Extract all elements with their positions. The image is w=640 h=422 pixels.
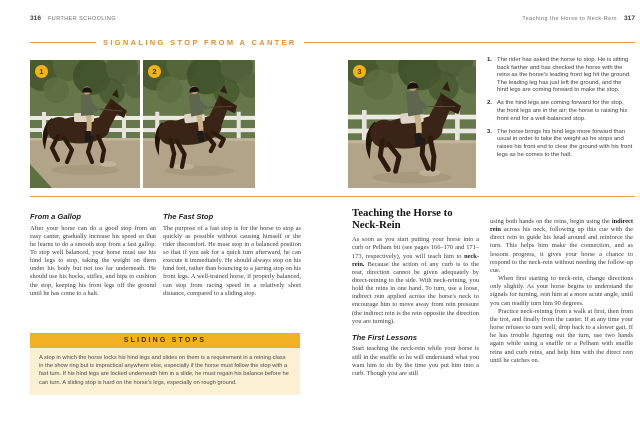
paragraph-from-a-gallop: After your horse can do a good stop from an easy canter, gradually increase his speed so that he learns to do a smooth stop from a fast gallop. To stop well balanced, your horse must use his hind legs to stop, taking the weight on them under his body but not too far underneath. He should use his hocks, stifles, and hips to cushion the stop, keeping his front legs off the ground until he has come to a halt. — [30, 224, 156, 297]
callout-sliding-stops — [30, 333, 300, 395]
photo-caption-list — [487, 57, 633, 165]
article-paragraph-2 — [490, 218, 633, 275]
horse-rider-illustration-2 — [143, 60, 255, 188]
photo-canter-stop-3 — [348, 60, 476, 188]
article-paragraph-4: Practice neck-reining from a walk at first, then from the trot, and finally from the canter. If at any time your horse refuses to turn well, drop back to a slower gait. If he has trouble figuring out the turn, use two hands again while using a snaffle or a Pelham with snaffle reins and curb reins, and help him with the direct rein until he catches on. — [490, 307, 633, 364]
heading-from-a-gallop: From a Gallop — [30, 212, 82, 221]
caption-step-number: 1. — [487, 57, 492, 63]
photo-canter-stop-1 — [30, 60, 140, 188]
photo-canter-stop-2 — [143, 60, 255, 188]
article-paragraph-3: When first starting to neck-rein, change directions only slightly. As your horse begins to understand the signals for turning, rein him at a more acute angle, until you can readily turn him 90 degrees. — [490, 275, 633, 307]
step-badge-3: 3 — [353, 65, 366, 78]
column-article-continued — [490, 218, 633, 365]
column-from-a-gallop — [30, 212, 156, 298]
caption-step-number: 3. — [487, 128, 492, 135]
callout-title: SLIDING STOPS — [30, 333, 300, 348]
article-term-neck-rein: neck-rein. — [352, 252, 479, 268]
column-article-start — [352, 208, 479, 378]
page-number-left: 316 — [30, 15, 42, 22]
article-heading: Teaching the Horse to Neck-Rein — [352, 207, 453, 231]
section-title: SIGNALING STOP FROM A CANTER — [103, 38, 297, 47]
running-header-left — [30, 15, 116, 22]
article-paragraph-2-post: across his neck, following up this cue with the direct rein to guide his head around and reinforce the turn. This helps him make the connection, and as lessons progress, it gives your horse a chance to respond to the neck-rein without needing the follow-up cue. — [490, 226, 633, 274]
article-paragraph-2-pre: using both hands on the reins, begin using the — [490, 218, 612, 225]
article-paragraph-1-post: Because the action of any curb is to the rear, direction cannot be given adequately by direct-reining to the side. With neck-reining, you hold the reins in one hand. To turn, use a loose, indirect rein applied across the horse's neck to encourage him to move away from rein pressure (the indirect rein is the rein opposite the direction you are turning). — [352, 260, 479, 325]
running-header-right-title: Teaching the Horse to Neck-Rein — [522, 16, 617, 22]
horse-rider-illustration-3 — [348, 60, 476, 188]
caption-step-text: The rider has asked the horse to stop. He is sitting back farther and has checked the horse with the reins as the horse's leading front leg hit the ground. The leading leg has just left the ground, and the hind legs are coming forward to make the stop. — [497, 57, 631, 94]
spread-divider-rule — [30, 196, 635, 197]
horse-rider-illustration-1 — [30, 60, 140, 188]
caption-step-text: The horse brings his hind legs more forward than usual in order to take the weight as he stops and raises his front end to clear the ground with his front legs as he comes to the halt. — [497, 128, 633, 158]
caption-step-number: 2. — [487, 100, 492, 107]
caption-step-2 — [487, 100, 633, 123]
callout-body: A stop in which the horse locks his hind legs and slides on them is a requirement in a reining class in the show ring but is impractical anywhere else, especially if the horse must follow the stop with a fast turn. If his hind legs are locked underneath him in a slide, he must regain his balance before he can turn. A sliding stop is hard on the horse's legs, especially on rough ground. — [30, 348, 300, 395]
heading-the-first-lessons: The First Lessons — [352, 332, 417, 342]
article-paragraph-1-pre: As soon as you start putting your horse into a curb or Pelham bit (see pages 166–170 and 171–173, respectively), you will teach him to — [352, 236, 479, 260]
title-rule-left — [30, 42, 96, 43]
paragraph-first-lessons: Start teaching the neck-rein while your horse is still in the snaffle so he will understand what you want him to do by the time you put him into a curb. Though you are still — [352, 345, 479, 377]
caption-step-3 — [487, 129, 633, 159]
article-term-indirect-rein: indirect rein — [490, 218, 633, 234]
page-number-right: 317 — [623, 15, 635, 22]
running-header-left-title: FURTHER SCHOOLING — [48, 16, 117, 22]
paragraph-the-fast-stop: The purpose of a fast stop is for the horse to stop as quickly as possible without causing himself or the rider discomfort. He must stop in a balanced position so that if you ask for a quick turn afterward, he can execute it immediately. He should always stop on his hind feet, rather than bouncing to a jarring stop on his front legs. A well-trained horse, if properly balanced, can stop from racing speed in a relatively short distance, compared to a sliding stop. — [163, 224, 301, 297]
article-paragraph-1 — [352, 236, 479, 326]
section-title-row — [30, 38, 635, 47]
step-badge-2: 2 — [148, 65, 161, 78]
step-badge-1: 1 — [35, 65, 48, 78]
caption-step-1 — [487, 57, 633, 95]
column-the-fast-stop — [163, 212, 301, 298]
heading-the-fast-stop: The Fast Stop — [163, 212, 214, 221]
caption-step-text: As the hind legs are coming forward for the stop, the front legs are in the air; the horse is raising his front end for a well-balanced stop. — [497, 100, 628, 122]
title-rule-right — [304, 42, 635, 43]
running-header-right — [522, 15, 635, 22]
